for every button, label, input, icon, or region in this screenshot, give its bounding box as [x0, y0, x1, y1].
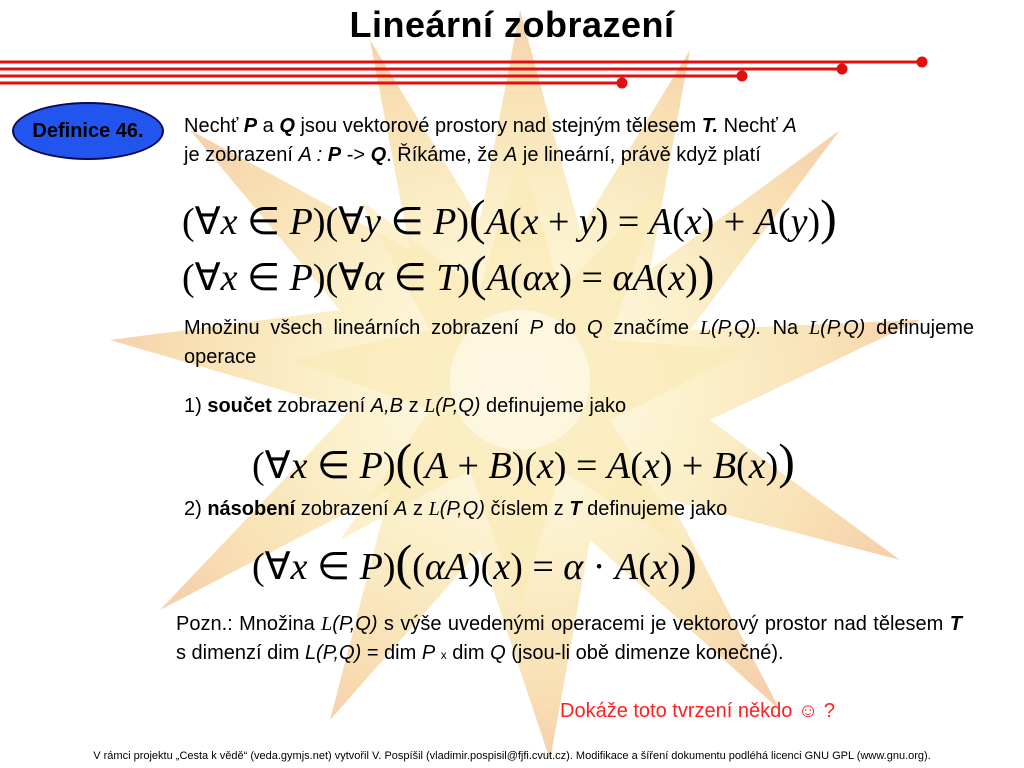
slide-title: Lineární zobrazení	[349, 4, 675, 45]
definition-line-1: Nechť P a Q jsou vektorové prostory nad stejným tělesem T. Nechť A	[184, 115, 797, 137]
operation-sum-text: 1) součet zobrazení A,B z L(P,Q) definujeme jako	[184, 395, 627, 417]
footer-license: V rámci projektu „Cesta k vědě“ (veda.gymjs.net) vytvořil V. Pospíšil (vladimir.pospisil@fjfi.cvut.cz). Modifikace a šíření dokumentu podléhá licenci GNU GPL (www.gnu.org).	[93, 750, 931, 762]
formula-scalar: (∀x ∈ P)((αA)(x) = α · A(x))	[252, 534, 697, 590]
definition-line-2: je zobrazení A : P -> Q. Říkáme, že A je lineární, právě když platí	[184, 144, 761, 166]
operation-scalar-text: 2) násobení zobrazení A z L(P,Q) číslem z T definujeme jako	[184, 498, 728, 520]
formula-sum: (∀x ∈ P)((A + B)(x) = A(x) + B(x))	[252, 433, 795, 489]
note-paragraph: Pozn.: Množina L(P,Q) s výše uvedenými operacemi je vektorový prostor nad tělesem T s dimenzí dim L(P,Q) = dim P x dim Q (jsou-li obě dimenze konečné).	[176, 613, 962, 664]
definition-text	[184, 112, 974, 170]
question-text: Dokáže toto tvrzení někdo ☺ ?	[560, 700, 836, 722]
linear-maps-set-text: Množinu všech lineárních zobrazení P do Q značíme L(P,Q). Na L(P,Q) definujeme operace	[184, 317, 974, 368]
formula-homogeneity: (∀x ∈ P)(∀α ∈ T)(A(αx) = αA(x))	[182, 245, 715, 301]
red-decorative-lines	[0, 48, 1024, 92]
formula-additivity: (∀x ∈ P)(∀y ∈ P)(A(x + y) = A(x) + A(y))	[182, 189, 837, 245]
definition-badge: Definice 46.	[12, 102, 164, 160]
